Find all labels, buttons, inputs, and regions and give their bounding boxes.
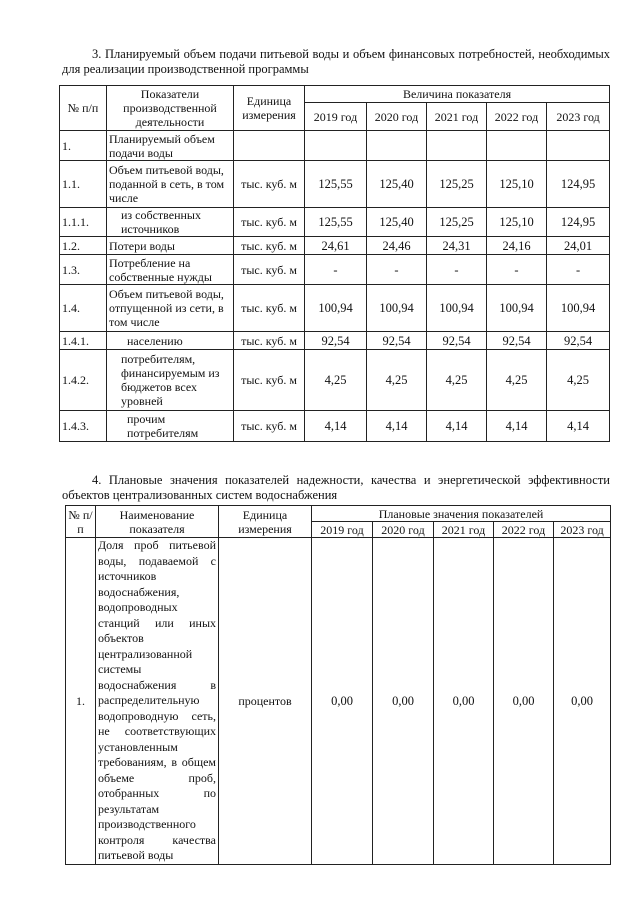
- table-row: [60, 208, 610, 237]
- header-year: 2023 год: [554, 522, 611, 538]
- row-value: 0,00: [494, 538, 554, 865]
- header-year: 2021 год: [427, 103, 487, 131]
- row-value: 100,94: [487, 285, 547, 332]
- row-value: 92,54: [367, 332, 427, 350]
- row-name: Потери воды: [107, 237, 234, 255]
- header-unit: Единица измерения: [219, 506, 312, 538]
- row-name: прочим потребителям: [107, 411, 234, 442]
- header-num: № п/п: [60, 86, 107, 131]
- row-value: 24,46: [367, 237, 427, 255]
- header-value-group: Величина показателя: [305, 86, 610, 103]
- row-name: Доля проб питьевой воды, подаваемой с источников водоснабжения, водопроводных станций или иных объектов централизованной системы водоснабжения в распределительную водопроводную сеть, не соответствующих установленным требованиям, в общем объеме проб, отобранных по результатам производственного контроля качества питьевой воды: [96, 538, 219, 865]
- header-indicator: Наименование показателя: [96, 506, 219, 538]
- table-row: [60, 350, 610, 411]
- row-value: 125,10: [487, 208, 547, 237]
- row-value: -: [367, 255, 427, 285]
- row-value: 0,00: [373, 538, 434, 865]
- row-unit: тыс. куб. м: [234, 161, 305, 208]
- row-value: 4,14: [427, 411, 487, 442]
- table-row: [60, 237, 610, 255]
- row-value: 124,95: [547, 161, 610, 208]
- row-value: 24,61: [305, 237, 367, 255]
- header-year: 2022 год: [487, 103, 547, 131]
- row-value: -: [305, 255, 367, 285]
- row-value: 4,25: [487, 350, 547, 411]
- row-value: 100,94: [367, 285, 427, 332]
- row-value: -: [427, 255, 487, 285]
- section-4-heading: 4. Плановые значения показателей надежности, качества и энергетической эффективности объектов централизованных систем водоснабжения: [62, 473, 610, 502]
- row-name: населению: [107, 332, 234, 350]
- row-num: 1.1.1.: [60, 208, 107, 237]
- header-year: 2019 год: [305, 103, 367, 131]
- row-value: -: [487, 255, 547, 285]
- row-value: 92,54: [427, 332, 487, 350]
- row-name: потребителям, финансируемым из бюджетов всех уровней: [107, 350, 234, 411]
- header-year: 2020 год: [373, 522, 434, 538]
- row-value: 100,94: [547, 285, 610, 332]
- row-value: [305, 131, 367, 161]
- row-unit: тыс. куб. м: [234, 237, 305, 255]
- row-num: 1.4.3.: [60, 411, 107, 442]
- row-value: 4,25: [427, 350, 487, 411]
- water-supply-volume-table: [59, 85, 610, 442]
- row-num: 1.1.: [60, 161, 107, 208]
- row-value: 124,95: [547, 208, 610, 237]
- row-value: 100,94: [427, 285, 487, 332]
- row-value: 92,54: [305, 332, 367, 350]
- row-value: 125,40: [367, 208, 427, 237]
- row-value: 0,00: [312, 538, 373, 865]
- row-unit: тыс. куб. м: [234, 255, 305, 285]
- row-num: 1.4.: [60, 285, 107, 332]
- row-value: 125,55: [305, 161, 367, 208]
- row-value: 24,16: [487, 237, 547, 255]
- row-num: 1.: [66, 538, 96, 865]
- header-unit: Единица измерения: [234, 86, 305, 131]
- row-value: 0,00: [434, 538, 494, 865]
- row-value: 125,55: [305, 208, 367, 237]
- row-unit: [234, 131, 305, 161]
- header-year: 2020 год: [367, 103, 427, 131]
- header-year: 2022 год: [494, 522, 554, 538]
- row-num: 1.: [60, 131, 107, 161]
- row-value: 92,54: [547, 332, 610, 350]
- row-value: 125,25: [427, 208, 487, 237]
- row-value: 24,01: [547, 237, 610, 255]
- row-unit: тыс. куб. м: [234, 411, 305, 442]
- row-name: Потребление на собственные нужды: [107, 255, 234, 285]
- reliability-quality-table: [65, 505, 611, 865]
- row-value: 125,40: [367, 161, 427, 208]
- row-name: из собственных источников: [107, 208, 234, 237]
- row-value: 0,00: [554, 538, 611, 865]
- table-row: [60, 131, 610, 161]
- row-num: 1.3.: [60, 255, 107, 285]
- row-value: 4,25: [305, 350, 367, 411]
- table-row: [60, 285, 610, 332]
- header-value-group: Плановые значения показателей: [312, 506, 611, 522]
- table-row: [60, 332, 610, 350]
- row-num: 1.4.2.: [60, 350, 107, 411]
- table-row: [66, 538, 611, 865]
- table-row: [60, 255, 610, 285]
- header-year: 2023 год: [547, 103, 610, 131]
- row-value: 4,14: [305, 411, 367, 442]
- row-name: Планируемый объем подачи воды: [107, 131, 234, 161]
- table-row: [60, 161, 610, 208]
- header-num: № п/п: [66, 506, 96, 538]
- section-3-heading: 3. Планируемый объем подачи питьевой воды и объем финансовых потребностей, необходимых для реализации производственной программы: [62, 47, 610, 76]
- row-value: -: [547, 255, 610, 285]
- header-year: 2021 год: [434, 522, 494, 538]
- row-value: [367, 131, 427, 161]
- row-value: 4,14: [367, 411, 427, 442]
- row-value: [487, 131, 547, 161]
- row-value: [427, 131, 487, 161]
- row-value: 4,25: [547, 350, 610, 411]
- row-unit: тыс. куб. м: [234, 208, 305, 237]
- row-value: 4,14: [487, 411, 547, 442]
- row-unit: тыс. куб. м: [234, 285, 305, 332]
- row-value: 4,25: [367, 350, 427, 411]
- row-unit: тыс. куб. м: [234, 332, 305, 350]
- header-year: 2019 год: [312, 522, 373, 538]
- row-unit: тыс. куб. м: [234, 350, 305, 411]
- table-row: [60, 411, 610, 442]
- row-num: 1.2.: [60, 237, 107, 255]
- row-value: 125,10: [487, 161, 547, 208]
- header-indicator: Показатели производственной деятельности: [107, 86, 234, 131]
- row-num: 1.4.1.: [60, 332, 107, 350]
- row-value: 125,25: [427, 161, 487, 208]
- row-value: 4,14: [547, 411, 610, 442]
- row-name: Объем питьевой воды, отпущенной из сети, в том числе: [107, 285, 234, 332]
- row-unit: процентов: [219, 538, 312, 865]
- row-value: 92,54: [487, 332, 547, 350]
- row-value: 100,94: [305, 285, 367, 332]
- row-value: 24,31: [427, 237, 487, 255]
- row-name: Объем питьевой воды, поданной в сеть, в том числе: [107, 161, 234, 208]
- row-value: [547, 131, 610, 161]
